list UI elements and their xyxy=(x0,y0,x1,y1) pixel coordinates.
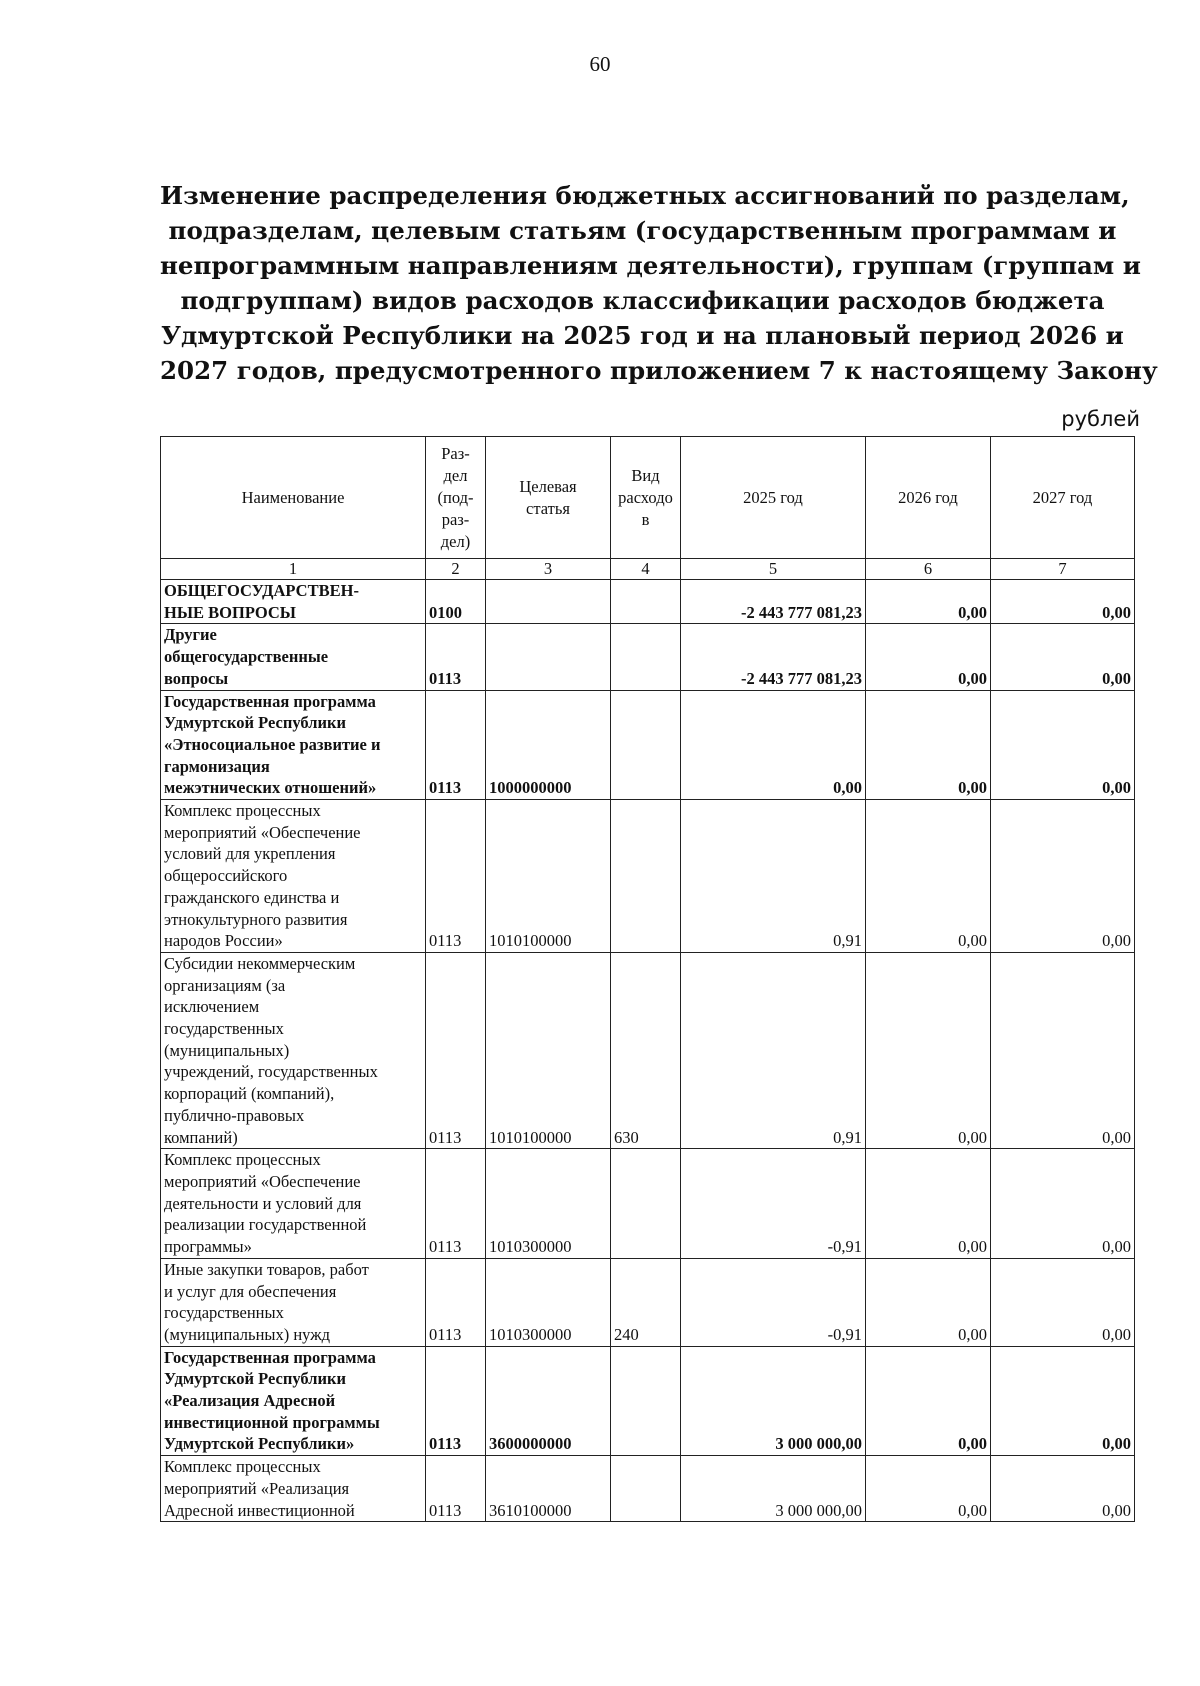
cell-y2025: 3 000 000,00 xyxy=(681,1346,866,1456)
cell-target: 1010300000 xyxy=(486,1258,611,1346)
table-row xyxy=(161,1346,1135,1456)
cell-y2025: -2 443 777 081,23 xyxy=(681,580,866,624)
cell-target: 1010300000 xyxy=(486,1149,611,1259)
cell-name: Комплекс процессных мероприятий «Обеспечение деятельности и условий для реализации государственной программы» xyxy=(161,1149,426,1259)
cell-section: 0113 xyxy=(426,624,486,690)
table-row xyxy=(161,690,1135,800)
column-number: 6 xyxy=(866,559,991,580)
header-2025: 2025 год xyxy=(681,437,866,559)
cell-y2027: 0,00 xyxy=(991,624,1135,690)
header-vid: Вид расходо в xyxy=(611,437,681,559)
cell-vid xyxy=(611,800,681,953)
cell-y2027: 0,00 xyxy=(991,690,1135,800)
header-section: Раз- дел (под- раз- дел) xyxy=(426,437,486,559)
table-body xyxy=(161,580,1135,1522)
column-number: 4 xyxy=(611,559,681,580)
title-line: непрограммным направлениям деятельности), группам (группам и xyxy=(160,251,1141,280)
cell-target xyxy=(486,624,611,690)
header-name: Наименование xyxy=(161,437,426,559)
page-number: 60 xyxy=(589,52,611,76)
document-title xyxy=(160,178,1158,388)
cell-y2026: 0,00 xyxy=(866,952,991,1148)
header-2026: 2026 год xyxy=(866,437,991,559)
cell-y2027: 0,00 xyxy=(991,1456,1135,1522)
cell-y2027: 0,00 xyxy=(991,1149,1135,1259)
cell-y2027: 0,00 xyxy=(991,1346,1135,1456)
table-row xyxy=(161,800,1135,953)
cell-vid: 630 xyxy=(611,952,681,1148)
table-row xyxy=(161,580,1135,624)
cell-y2026: 0,00 xyxy=(866,624,991,690)
cell-name: Субсидии некоммерческим организациям (за исключением государственных (муниципальных) учреждений, государственных корпораций (компаний), публично-правовых компаний) xyxy=(161,952,426,1148)
title-line: подразделам, целевым статьям (государственным программам и xyxy=(168,216,1117,245)
cell-target xyxy=(486,580,611,624)
cell-y2026: 0,00 xyxy=(866,1149,991,1259)
cell-y2026: 0,00 xyxy=(866,1346,991,1456)
cell-vid: 240 xyxy=(611,1258,681,1346)
cell-target: 3610100000 xyxy=(486,1456,611,1522)
cell-target: 1010100000 xyxy=(486,952,611,1148)
cell-section: 0113 xyxy=(426,690,486,800)
column-number: 1 xyxy=(161,559,426,580)
cell-section: 0113 xyxy=(426,952,486,1148)
cell-vid xyxy=(611,580,681,624)
cell-target: 1010100000 xyxy=(486,800,611,953)
cell-y2025: 0,91 xyxy=(681,800,866,953)
cell-y2027: 0,00 xyxy=(991,580,1135,624)
cell-name: Государственная программа Удмуртской Республики «Этносоциальное развитие и гармонизация межэтнических отношений» xyxy=(161,690,426,800)
cell-section: 0113 xyxy=(426,800,486,953)
cell-y2025: -2 443 777 081,23 xyxy=(681,624,866,690)
cell-name: Иные закупки товаров, работ и услуг для обеспечения государственных (муниципальных) нужд xyxy=(161,1258,426,1346)
cell-vid xyxy=(611,1149,681,1259)
units-label: рублей xyxy=(1061,407,1140,431)
cell-y2026: 0,00 xyxy=(866,1258,991,1346)
table-row xyxy=(161,1258,1135,1346)
cell-section: 0113 xyxy=(426,1346,486,1456)
cell-section: 0113 xyxy=(426,1149,486,1259)
cell-section: 0113 xyxy=(426,1258,486,1346)
header-2027: 2027 год xyxy=(991,437,1135,559)
column-number: 3 xyxy=(486,559,611,580)
cell-y2025: -0,91 xyxy=(681,1149,866,1259)
title-line: 2027 годов, предусмотренного приложением 7 к настоящему Закону xyxy=(160,356,1158,385)
cell-name: ОБЩЕГОСУДАРСТВЕН- НЫЕ ВОПРОСЫ xyxy=(161,580,426,624)
cell-y2026: 0,00 xyxy=(866,580,991,624)
cell-name: Государственная программа Удмуртской Республики «Реализация Адресной инвестиционной программы Удмуртской Республики» xyxy=(161,1346,426,1456)
cell-target: 3600000000 xyxy=(486,1346,611,1456)
column-number: 2 xyxy=(426,559,486,580)
cell-target: 1000000000 xyxy=(486,690,611,800)
cell-name: Другие общегосударственные вопросы xyxy=(161,624,426,690)
table-row xyxy=(161,1149,1135,1259)
cell-section: 0100 xyxy=(426,580,486,624)
cell-vid xyxy=(611,690,681,800)
cell-y2027: 0,00 xyxy=(991,952,1135,1148)
cell-vid xyxy=(611,1346,681,1456)
table-row xyxy=(161,952,1135,1148)
budget-table xyxy=(160,436,1135,1522)
title-line: Удмуртской Республики на 2025 год и на плановый период 2026 и xyxy=(161,321,1124,350)
column-number-row xyxy=(161,559,1135,580)
title-line: Изменение распределения бюджетных ассигнований по разделам, xyxy=(160,181,1130,210)
cell-y2027: 0,00 xyxy=(991,800,1135,953)
cell-vid xyxy=(611,624,681,690)
cell-section: 0113 xyxy=(426,1456,486,1522)
column-number: 5 xyxy=(681,559,866,580)
cell-name: Комплекс процессных мероприятий «Реализация Адресной инвестиционной xyxy=(161,1456,426,1522)
cell-y2027: 0,00 xyxy=(991,1258,1135,1346)
table-row xyxy=(161,1456,1135,1522)
title-line: подгруппам) видов расходов классификации расходов бюджета xyxy=(180,286,1105,315)
cell-y2026: 0,00 xyxy=(866,1456,991,1522)
cell-y2025: 3 000 000,00 xyxy=(681,1456,866,1522)
table-row xyxy=(161,624,1135,690)
cell-y2026: 0,00 xyxy=(866,690,991,800)
column-number: 7 xyxy=(991,559,1135,580)
cell-vid xyxy=(611,1456,681,1522)
cell-y2025: -0,91 xyxy=(681,1258,866,1346)
cell-y2026: 0,00 xyxy=(866,800,991,953)
cell-y2025: 0,91 xyxy=(681,952,866,1148)
header-target: Целевая статья xyxy=(486,437,611,559)
cell-name: Комплекс процессных мероприятий «Обеспечение условий для укрепления общероссийского гражданского единства и этнокультурного развития народов России» xyxy=(161,800,426,953)
cell-y2025: 0,00 xyxy=(681,690,866,800)
header-row xyxy=(161,437,1135,559)
